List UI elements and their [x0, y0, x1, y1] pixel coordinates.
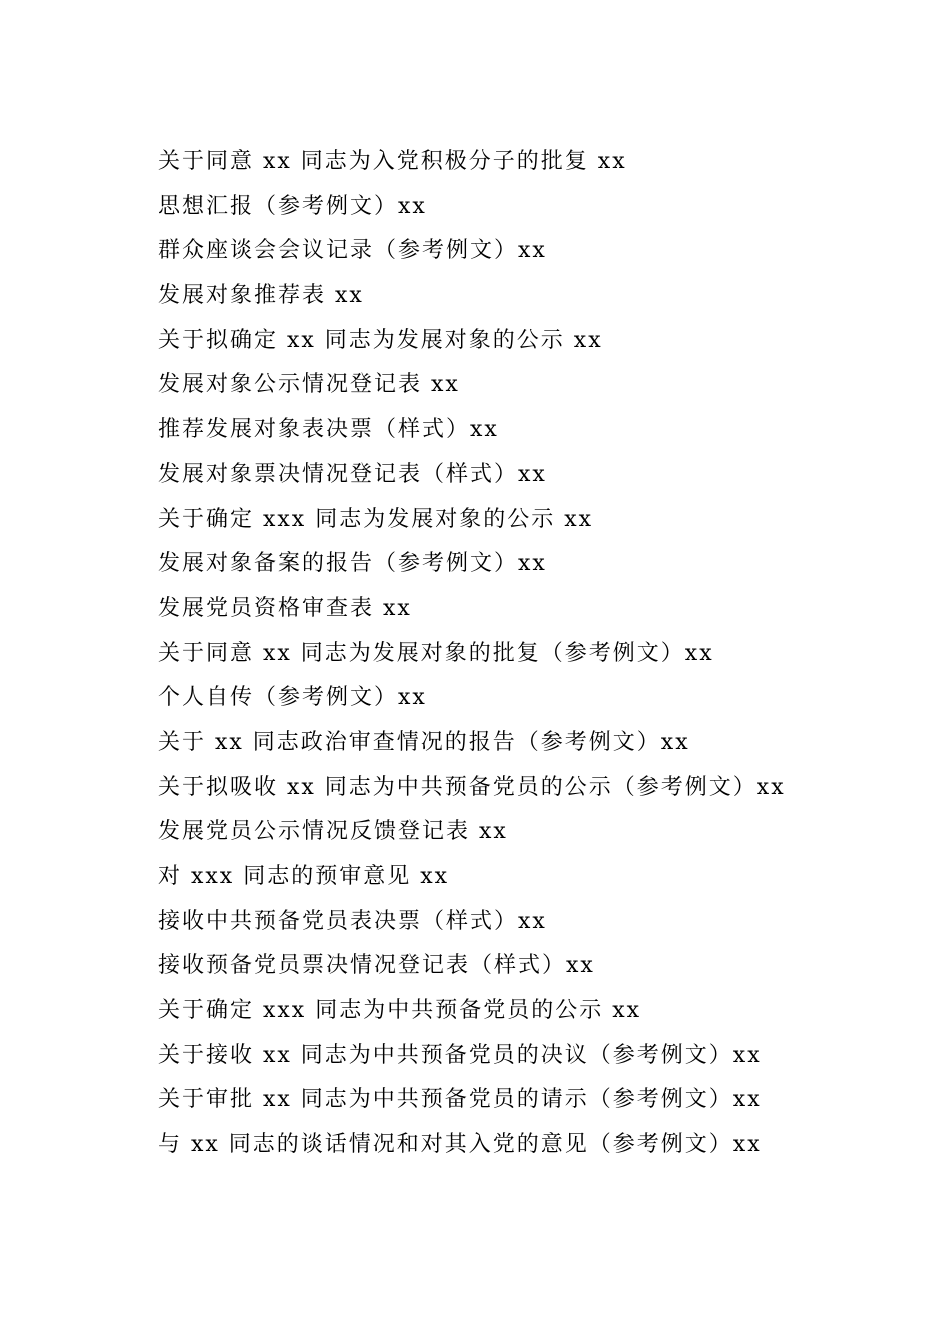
toc-entry: 群众座谈会会议记录（参考例文）xx [158, 238, 547, 264]
toc-entry: 关于同意 xx 同志为发展对象的批复（参考例文）xx [158, 640, 714, 666]
toc-entry: 发展对象推荐表 xx [158, 283, 364, 309]
toc-entry: 发展对象备案的报告（参考例文）xx [158, 551, 547, 577]
toc-entry: 关于 xx 同志政治审查情况的报告（参考例文）xx [158, 729, 690, 755]
toc-entry: 对 xxx 同志的预审意见 xx [158, 864, 450, 889]
toc-entry: 推荐发展对象表决票（样式）xx [158, 417, 499, 443]
toc-entry: 接收预备党员票决情况登记表（样式）xx [158, 953, 595, 979]
toc-entry: 与 xx 同志的谈话情况和对其入党的意见（参考例文）xx [158, 1132, 762, 1158]
toc-entry: 发展对象公示情况登记表 xx [158, 372, 460, 398]
toc-entry: 关于拟确定 xx 同志为发展对象的公示 xx [158, 327, 603, 353]
toc-entry: 关于审批 xx 同志为中共预备党员的请示（参考例文）xx [158, 1087, 762, 1113]
toc-entry: 个人自传（参考例文）xx [158, 685, 427, 711]
toc-entry: 关于拟吸收 xx 同志为中共预备党员的公示（参考例文）xx [158, 774, 786, 800]
toc-entry: 关于确定 xxx 同志为发展对象的公示 xx [158, 506, 594, 532]
toc-entry: 关于同意 xx 同志为入党积极分子的批复 xx [158, 149, 627, 174]
toc-entry: 接收中共预备党员表决票（样式）xx [158, 908, 547, 934]
toc-entry: 发展党员资格审查表 xx [158, 595, 412, 621]
toc-entry: 发展党员公示情况反馈登记表 xx [158, 819, 508, 845]
toc-entry: 关于接收 xx 同志为中共预备党员的决议（参考例文）xx [158, 1042, 762, 1068]
toc-entry: 发展对象票决情况登记表（样式）xx [158, 461, 547, 487]
toc-entry: 关于确定 xxx 同志为中共预备党员的公示 xx [158, 998, 642, 1024]
toc-entry: 思想汇报（参考例文）xx [158, 193, 427, 219]
table-of-contents [158, 140, 918, 1168]
